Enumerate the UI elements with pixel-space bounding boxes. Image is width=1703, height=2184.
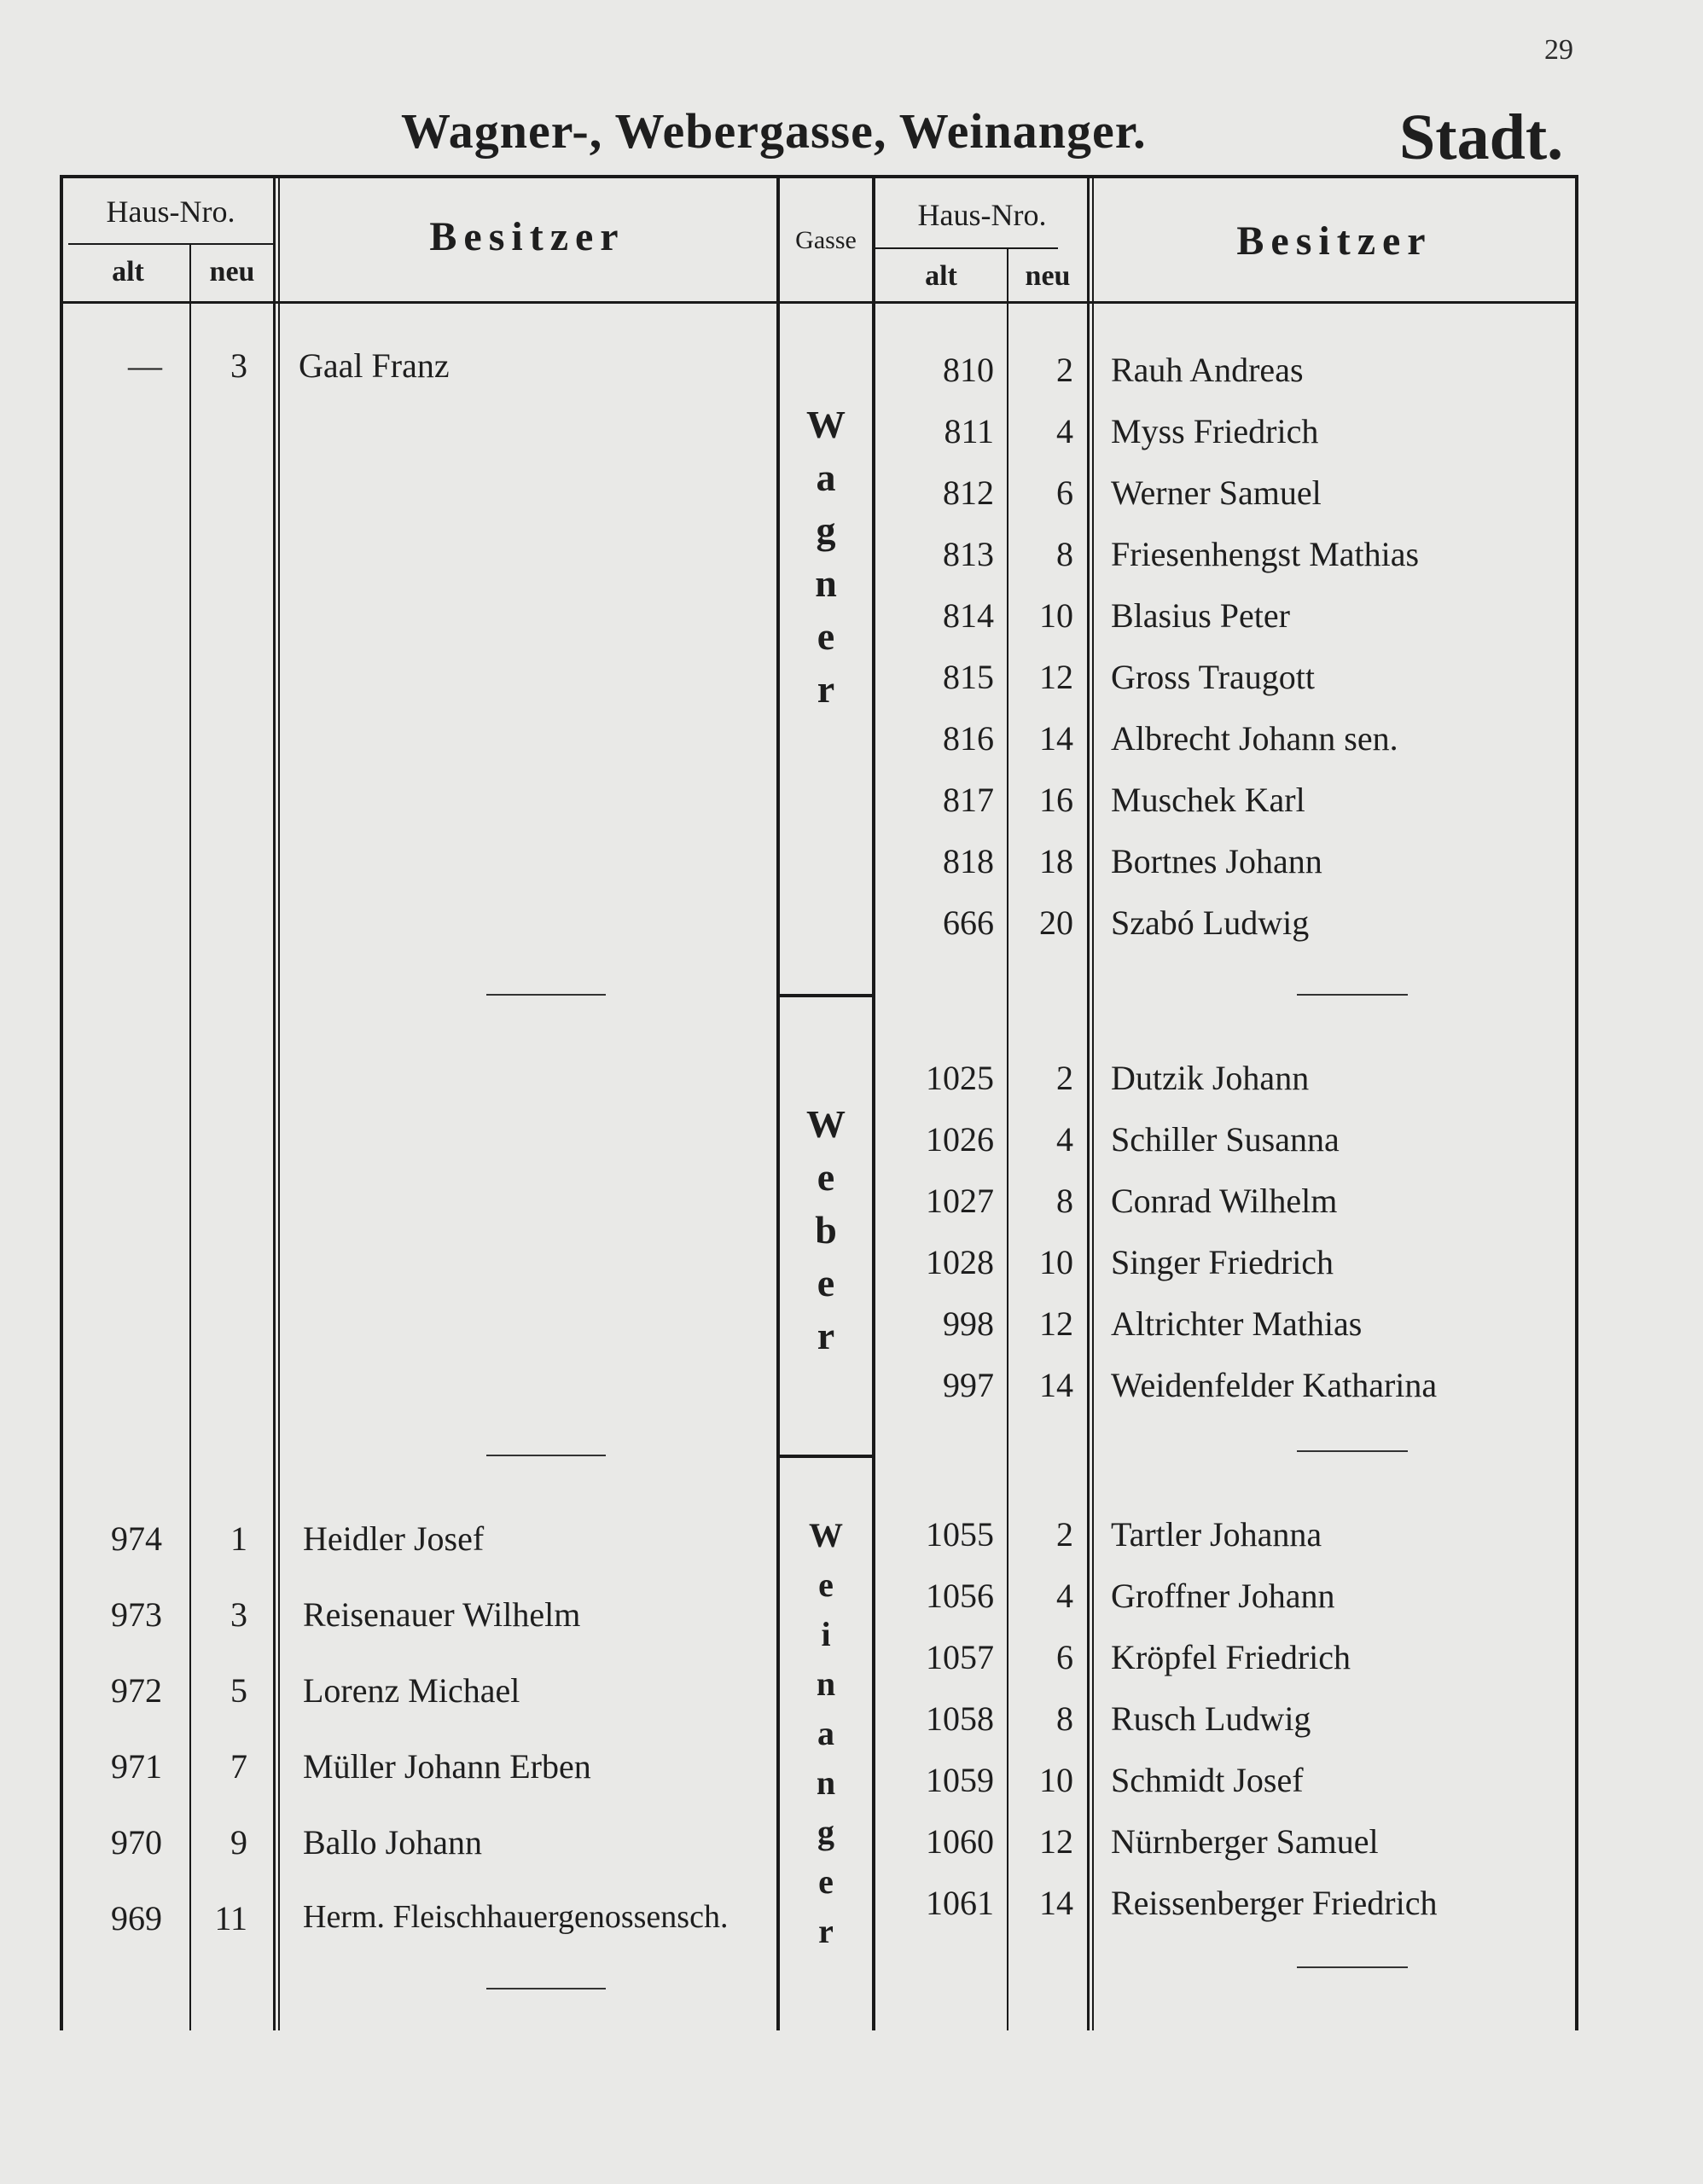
right-row-neu: 8 (1056, 1699, 1073, 1738)
street-name-letter: g (816, 508, 836, 552)
right-neu-header: neu (1025, 260, 1071, 292)
street-name-letter: e (818, 1565, 834, 1604)
left-row-neu: 9 (230, 1823, 247, 1862)
right-row-alt: 1058 (926, 1699, 994, 1738)
street-name-wagner (796, 405, 856, 723)
right-row-neu: 2 (1056, 351, 1073, 389)
left-row-alt: 973 (111, 1595, 162, 1634)
left-row-alt: 971 (111, 1747, 162, 1786)
right-row-neu: 2 (1056, 1059, 1073, 1097)
right-row-alt: 1026 (926, 1120, 994, 1159)
right-row-neu: 10 (1039, 1761, 1073, 1799)
right-row-alt: 997 (943, 1366, 994, 1404)
street-name-letter: e (817, 614, 835, 658)
right-row-neu: 4 (1056, 1120, 1073, 1159)
street-name-letter: b (815, 1208, 837, 1252)
right-row-neu: 14 (1039, 1884, 1073, 1922)
left-row-name: Gaal Franz (299, 346, 450, 385)
right-row-name: Myss Friedrich (1111, 412, 1319, 450)
right-row-name: Kröpfel Friedrich (1111, 1638, 1351, 1676)
table-top-border (60, 175, 1578, 178)
left-row-neu: 3 (230, 1595, 247, 1634)
right-row-alt: 817 (943, 781, 994, 819)
gasse-header: Gasse (795, 226, 857, 254)
right-row-name: Conrad Wilhelm (1111, 1182, 1338, 1220)
left-row-neu: 3 (230, 346, 247, 385)
col-line-besitzer-gasse (776, 175, 780, 2030)
right-row-neu: 4 (1056, 412, 1073, 450)
street-name-weinanger (796, 1516, 856, 1964)
right-row-name: Tartler Johanna (1111, 1515, 1322, 1554)
right-row-alt: 810 (943, 351, 994, 389)
right-row-alt: 666 (943, 903, 994, 942)
right-row-alt: 815 (943, 658, 994, 696)
left-row-alt: 972 (111, 1671, 162, 1710)
left-row-neu: 1 (230, 1519, 247, 1558)
left-section-separator-1 (486, 994, 606, 996)
street-name-letter: r (818, 1912, 834, 1950)
gasse-separator-1 (778, 994, 874, 997)
right-row-neu: 14 (1039, 719, 1073, 758)
left-row-name: Reisenauer Wilhelm (303, 1595, 581, 1634)
left-row-alt: 970 (111, 1823, 162, 1862)
right-row-name: Reissenberger Friedrich (1111, 1884, 1438, 1922)
left-row-alt: 969 (111, 1899, 162, 1937)
left-row-neu: 11 (214, 1899, 247, 1937)
right-row-neu: 16 (1039, 781, 1073, 819)
street-name-weber (796, 1102, 856, 1369)
street-name-letter: W (809, 1516, 843, 1554)
right-row-alt: 1059 (926, 1761, 994, 1799)
right-row-alt: 1028 (926, 1243, 994, 1281)
left-section-separator-2 (486, 1455, 606, 1456)
street-name-letter: n (816, 1664, 836, 1703)
right-row-alt: 812 (943, 473, 994, 512)
street-name-letter: e (817, 1261, 835, 1304)
left-besitzer-header: Besitzer (429, 214, 625, 259)
left-row-alt: 974 (111, 1519, 162, 1558)
right-row-name: Singer Friedrich (1111, 1243, 1334, 1281)
owner-table (60, 175, 1578, 2039)
right-alt-header: alt (925, 260, 957, 292)
street-name-letter: i (821, 1615, 831, 1653)
right-row-neu: 6 (1056, 473, 1073, 512)
left-alt-header: alt (112, 256, 144, 288)
right-row-alt: 818 (943, 842, 994, 880)
right-row-neu: 10 (1039, 1243, 1073, 1281)
right-row-neu: 20 (1039, 903, 1073, 942)
right-row-alt: 814 (943, 596, 994, 635)
right-row-name: Altrichter Mathias (1111, 1304, 1363, 1343)
right-row-alt: 1056 (926, 1577, 994, 1615)
header-bottom-rule (60, 301, 1578, 304)
left-row-name: Ballo Johann (303, 1823, 482, 1862)
table-right-border (1575, 175, 1578, 2030)
left-row-alt: — (128, 346, 162, 385)
right-row-alt: 1025 (926, 1059, 994, 1097)
right-row-neu: 18 (1039, 842, 1073, 880)
right-row-name: Gross Traugott (1111, 658, 1315, 696)
col-line-left-neu-besitzer (273, 175, 276, 2030)
right-besitzer-header: Besitzer (1236, 218, 1433, 264)
street-name-letter: a (816, 456, 836, 499)
right-row-name: Groffner Johann (1111, 1577, 1335, 1615)
col-line-right-neu-besitzer (1087, 175, 1090, 2030)
street-name-letter: W (806, 403, 846, 446)
right-section-separator-3 (1297, 1966, 1408, 1968)
left-row-neu: 5 (230, 1671, 247, 1710)
left-hausnro-header: Haus-Nro. (106, 195, 235, 229)
right-row-neu: 10 (1039, 596, 1073, 635)
right-row-name: Szabó Ludwig (1111, 903, 1310, 942)
table-left-border (60, 175, 63, 2030)
left-row-neu: 7 (230, 1747, 247, 1786)
street-name-letter: r (817, 1314, 835, 1357)
right-row-name: Schiller Susanna (1111, 1120, 1340, 1159)
right-row-name: Blasius Peter (1111, 596, 1290, 635)
right-row-neu: 6 (1056, 1638, 1073, 1676)
left-hausnro-subrule (68, 243, 273, 245)
right-row-name: Schmidt Josef (1111, 1761, 1304, 1799)
left-row-name: Herm. Fleischhauergenossensch. (303, 1899, 729, 1935)
right-row-alt: 998 (943, 1304, 994, 1343)
page-number: 29 (1544, 34, 1573, 66)
left-row-name: Heidler Josef (303, 1519, 485, 1558)
right-row-name: Albrecht Johann sen. (1111, 719, 1398, 758)
right-row-name: Bortnes Johann (1111, 842, 1322, 880)
street-name-letter: a (817, 1714, 834, 1752)
right-row-neu: 12 (1039, 1304, 1073, 1343)
district-label: Stadt. (1399, 102, 1564, 173)
right-row-alt: 1055 (926, 1515, 994, 1554)
col-line-right-alt-neu (1007, 247, 1008, 2030)
street-name-letter: e (817, 1155, 835, 1199)
right-row-name: Friesenhengst Mathias (1111, 535, 1420, 573)
left-row-name: Lorenz Michael (303, 1671, 520, 1710)
street-name-letter: g (817, 1813, 834, 1851)
gasse-separator-2 (778, 1455, 874, 1458)
right-row-name: Muschek Karl (1111, 781, 1305, 819)
right-row-neu: 2 (1056, 1515, 1073, 1554)
right-row-name: Nürnberger Samuel (1111, 1822, 1379, 1861)
right-row-name: Weidenfelder Katharina (1111, 1366, 1438, 1404)
right-row-alt: 816 (943, 719, 994, 758)
page-title: Wagner-, Webergasse, Weinanger. (401, 103, 1147, 159)
street-name-letter: n (816, 1763, 836, 1802)
col-line-left-alt-neu (189, 243, 191, 2030)
col-line-left-neu-besitzer-b (278, 175, 280, 2030)
right-row-alt: 813 (943, 535, 994, 573)
left-row-name: Müller Johann Erben (303, 1747, 591, 1786)
right-row-neu: 14 (1039, 1366, 1073, 1404)
right-row-name: Dutzik Johann (1111, 1059, 1310, 1097)
street-name-letter: e (818, 1862, 834, 1901)
street-name-letter: W (806, 1102, 846, 1146)
right-hausnro-subrule (875, 247, 1058, 249)
left-section-separator-3 (486, 1988, 606, 1989)
right-row-neu: 12 (1039, 1822, 1073, 1861)
col-line-gasse-hausnro (872, 175, 875, 2030)
right-row-name: Rusch Ludwig (1111, 1699, 1311, 1738)
right-row-neu: 8 (1056, 1182, 1073, 1220)
right-row-name: Rauh Andreas (1111, 351, 1304, 389)
right-row-alt: 811 (944, 412, 994, 450)
right-hausnro-header: Haus-Nro. (917, 198, 1047, 232)
right-section-separator-2 (1297, 1450, 1408, 1452)
right-row-neu: 8 (1056, 535, 1073, 573)
right-row-alt: 1027 (926, 1182, 994, 1220)
col-line-right-neu-besitzer-b (1092, 175, 1094, 2030)
left-neu-header: neu (209, 256, 255, 288)
right-row-alt: 1057 (926, 1638, 994, 1676)
right-row-alt: 1061 (926, 1884, 994, 1922)
street-name-letter: r (817, 667, 835, 711)
right-row-alt: 1060 (926, 1822, 994, 1861)
street-name-letter: n (815, 561, 837, 605)
right-section-separator-1 (1297, 994, 1408, 996)
right-row-name: Werner Samuel (1111, 473, 1322, 512)
right-row-neu: 12 (1039, 658, 1073, 696)
right-row-neu: 4 (1056, 1577, 1073, 1615)
